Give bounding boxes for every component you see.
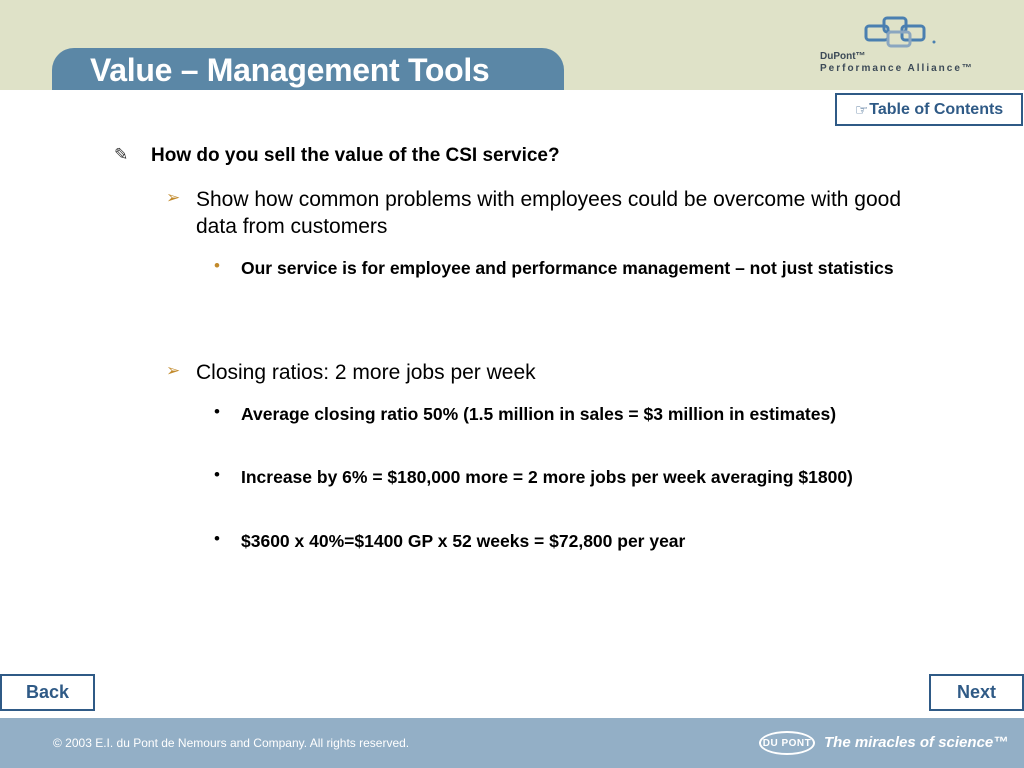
dot-bullet-icon: • xyxy=(214,529,220,548)
point-1-text: Show how common problems with employees could be overcome with good data from customers xyxy=(196,188,902,238)
back-button[interactable]: Back xyxy=(0,674,95,711)
page-title: Value – Management Tools xyxy=(90,52,490,88)
tagline: The miracles of science™ xyxy=(824,734,1009,751)
dot-bullet-icon: • xyxy=(214,402,220,421)
next-button[interactable]: Next xyxy=(929,674,1024,711)
brand-line-alliance: Performance Alliance™ xyxy=(820,63,974,74)
point-2-sub-3-text: $3600 x 40%=$1400 GP x 52 weeks = $72,800 per year xyxy=(241,531,686,551)
point-2-text: Closing ratios: 2 more jobs per week xyxy=(196,361,536,384)
point-2 xyxy=(166,359,906,386)
dupont-logo: DU PONT xyxy=(759,731,815,755)
point-1 xyxy=(166,186,906,240)
point-2-sub-2-text: Increase by 6% = $180,000 more = 2 more jobs per week averaging $1800) xyxy=(241,467,853,487)
point-2-sub-1 xyxy=(214,402,904,426)
dot-bullet-icon: • xyxy=(214,256,220,275)
point-2-sub-1-text: Average closing ratio 50% (1.5 million in sales = $3 million in estimates) xyxy=(241,404,837,424)
table-of-contents-button[interactable] xyxy=(835,93,1023,126)
pointing-hand-icon: ☞ xyxy=(854,101,869,119)
question-text: How do you sell the value of the CSI service? xyxy=(151,145,560,166)
point-1-sub-1-text: Our service is for employee and performance management – not just statistics xyxy=(241,258,894,278)
table-of-contents-label: Table of Contents xyxy=(869,100,1004,118)
performance-alliance-logo xyxy=(818,14,1008,80)
linked-squares-logo-icon xyxy=(862,14,942,54)
arrow-bullet-icon: ➢ xyxy=(166,361,181,380)
copyright-text: © 2003 E.I. du Pont de Nemours and Company. All rights reserved. xyxy=(53,736,410,750)
arrow-bullet-icon: ➢ xyxy=(166,188,181,207)
pencil-arrow-bullet-icon: ✎ xyxy=(114,145,129,164)
point-2-sub-2 xyxy=(214,465,904,489)
brand-line-dupont: DuPont™ xyxy=(820,51,866,62)
dot-bullet-icon: • xyxy=(214,465,220,484)
point-2-sub-3 xyxy=(214,529,904,553)
point-1-sub-1 xyxy=(214,256,904,280)
